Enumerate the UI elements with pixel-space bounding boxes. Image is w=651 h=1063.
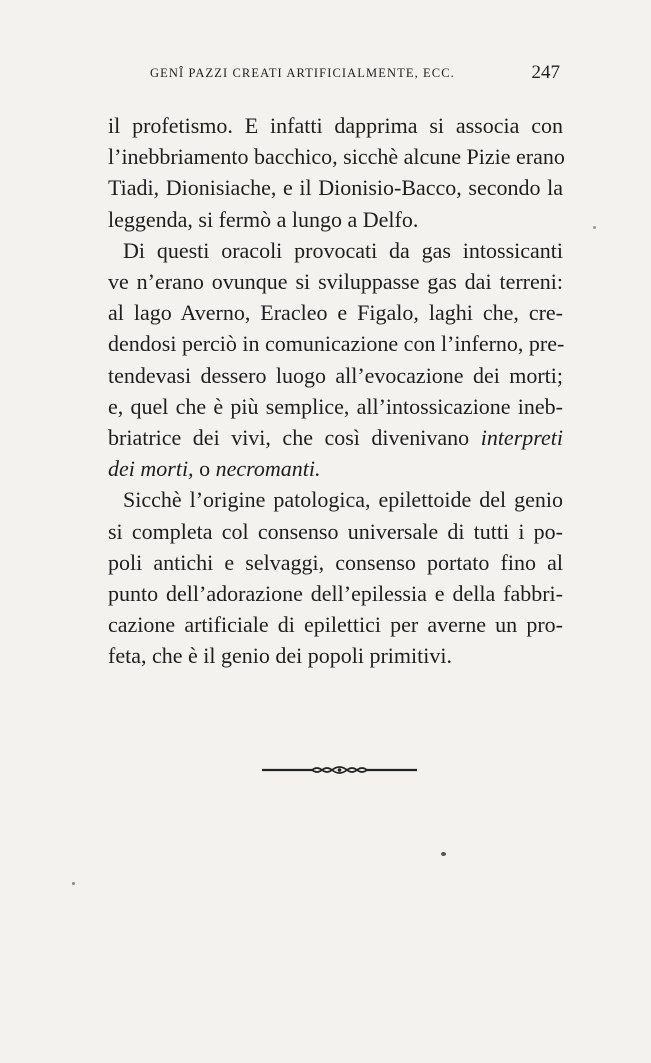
text-line-mixed	[108, 453, 563, 484]
text-line-mixed	[108, 422, 563, 453]
text-line: al lago Averno, Eracleo e Figalo, laghi che, cre-	[108, 300, 563, 326]
text-line: dendosi perciò in comunicazione con l’inferno, pre-	[108, 331, 565, 357]
italic-term: dei morti,	[108, 456, 194, 482]
text-line: feta, che è il genio dei popoli primitivi.	[108, 643, 452, 669]
end-ornament	[262, 763, 417, 777]
text-line: punto dell’adorazione dell’epilessia e della fabbri-	[108, 581, 563, 607]
text-line: Sicchè l’origine patologica, epilettoide del genio	[123, 487, 563, 513]
text-line: si completa col consenso universale di tutti i po-	[108, 518, 563, 544]
ink-speck	[72, 882, 75, 885]
text-line: poli antichi e selvaggi, consenso portato fino al	[108, 549, 563, 575]
page-header	[150, 62, 560, 86]
text-line: tendevasi dessero luogo all’evocazione dei morti;	[108, 362, 563, 388]
italic-term: interpreti	[480, 425, 563, 451]
text-line: e, quel che è più semplice, all’intossicazione ineb-	[108, 393, 563, 419]
text-segment: briatrice dei vivi, che così divenivano	[108, 425, 470, 451]
italic-term: necromanti.	[215, 456, 321, 482]
text-line: cazione artificiale di epilettici per averne un pro-	[108, 612, 563, 638]
paragraph-3	[108, 484, 563, 671]
text-line: ve n’erano ovunque si sviluppasse gas dai terreni:	[108, 269, 563, 295]
text-line: Tiadi, Dionisiache, e il Dionisio-Bacco, secondo la	[108, 175, 563, 201]
text-line: il profetismo. E infatti dapprima si associa con	[108, 113, 563, 138]
ink-speck	[593, 226, 596, 229]
text-line: Di questi oracoli provocati da gas intossicanti	[123, 237, 563, 263]
text-line: l’inebbriamento bacchico, sicchè alcune Pizie erano	[108, 144, 565, 170]
body-text	[108, 110, 563, 672]
text-segment: o	[193, 456, 216, 482]
page-number: 247	[531, 62, 560, 83]
ink-speck	[441, 852, 446, 856]
paragraph-2	[108, 235, 563, 485]
paragraph-1	[108, 110, 563, 235]
text-line: leggenda, si fermò a lungo a Delfo.	[108, 206, 419, 232]
running-head: GENÎ PAZZI CREATI ARTIFICIALMENTE, ECC.	[150, 66, 455, 80]
